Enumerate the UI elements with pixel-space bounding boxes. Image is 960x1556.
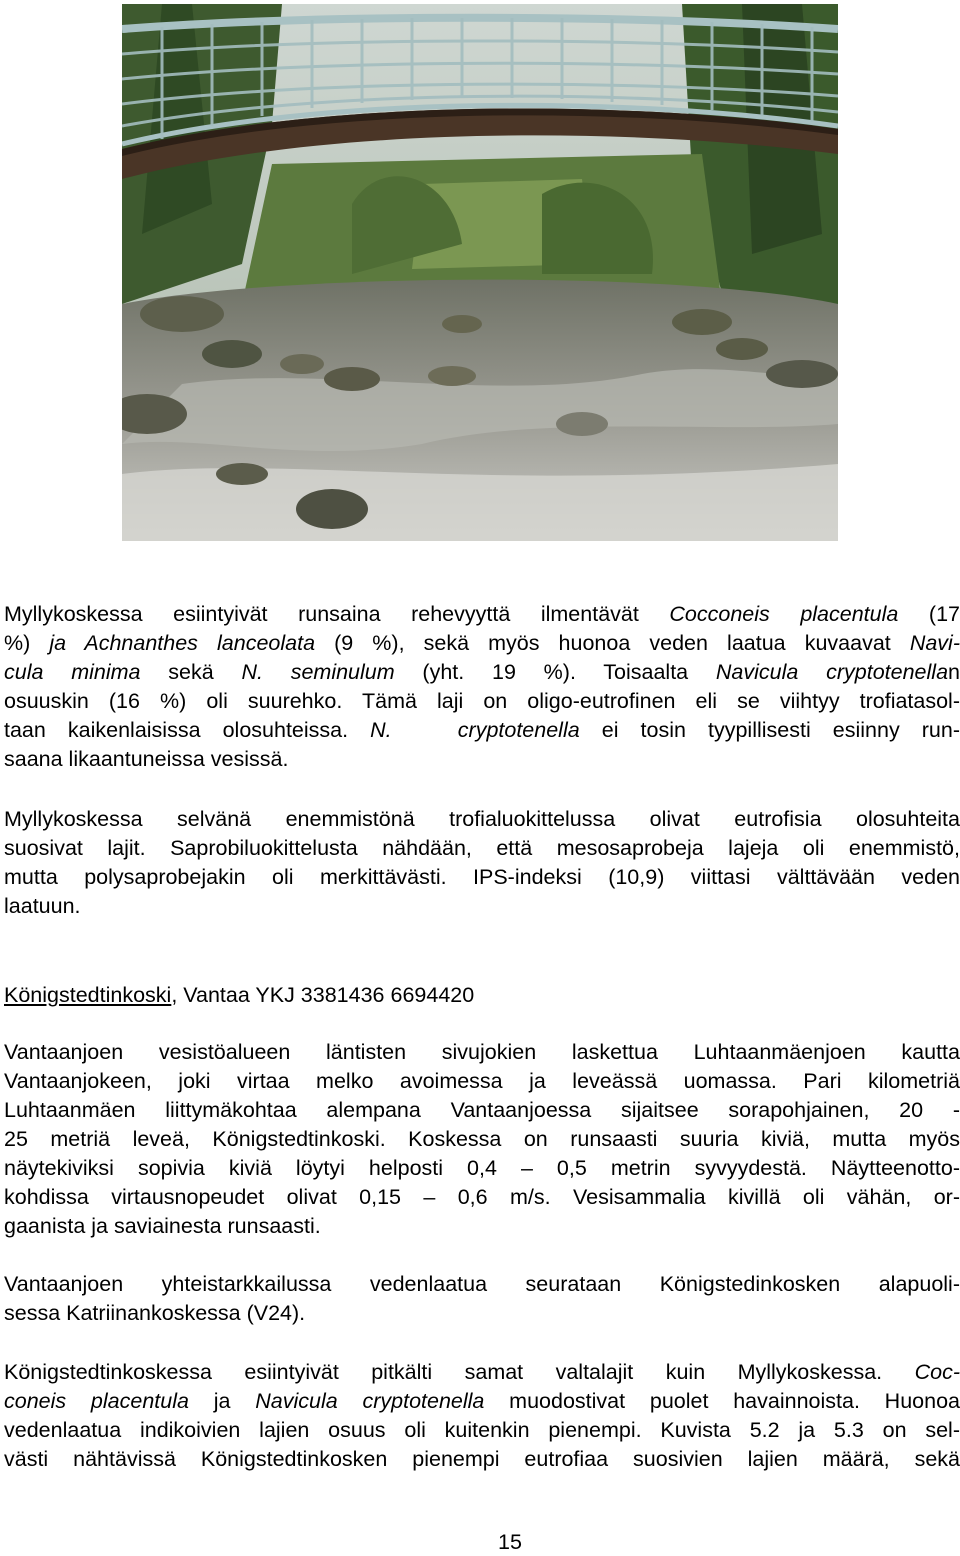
text-span: Vantaanjoen yhteistarkkailussa vedenlaatua seurataan Königstedinkosken alapuoli-: [4, 1272, 960, 1296]
text-line: [4, 1445, 960, 1474]
text-span: Luhtaanmäen liittymäkohtaa alempana Vantaanjoessa sijaitsee sorapohjainen, 20 -: [4, 1098, 960, 1122]
text-line: [4, 1154, 960, 1183]
text-line: [4, 892, 960, 921]
text-line: [4, 863, 960, 892]
text-span: Myllykoskessa esiintyivät runsaina rehevyyttä ilmentävät: [4, 602, 670, 626]
text-line: [4, 1299, 960, 1328]
text-span: taan kaikenlaisissa olosuhteissa.: [4, 718, 371, 742]
text-span: sekä: [140, 660, 242, 684]
text-span: Navicula cryptotenella: [715, 660, 949, 684]
text-span: Coc-: [914, 1360, 960, 1384]
text-line: [4, 1358, 960, 1387]
river-bridge-photo: [122, 4, 838, 541]
text-line: [4, 1183, 960, 1212]
text-line: [4, 629, 960, 658]
text-span: mutta polysaprobejakin oli merkittävästi. IPS-indeksi (10,9) viittasi välttävään veden: [4, 865, 960, 889]
text-line: [4, 716, 960, 745]
text-line: [4, 687, 960, 716]
text-line: [4, 745, 960, 774]
text-span: (17: [898, 602, 960, 626]
text-line: [4, 1096, 960, 1125]
page-number: 15: [498, 1530, 522, 1554]
text-span: gaanista ja saviainesta runsaasti.: [4, 1214, 321, 1238]
text-span: näytekiviksi sopivia kiviä löytyi helposti 0,4 – 0,5 metrin syvyydestä. Näytteenotto-: [4, 1156, 960, 1180]
text-span: ja: [188, 1389, 256, 1413]
text-span: Königstedtinkoskessa esiintyivät pitkälti samat valtalajit kuin Myllykoskessa.: [4, 1360, 915, 1384]
text-line: [4, 1416, 960, 1445]
text-line: [4, 1067, 960, 1096]
text-line: [4, 1212, 960, 1241]
text-span: %): [4, 631, 50, 655]
text-line: [4, 658, 960, 687]
text-span: cula minima: [4, 660, 141, 684]
text-span: Vantaanjoen vesistöalueen läntisten sivujokien laskettua Luhtaanmäenjoen kautta: [4, 1040, 960, 1064]
text-span: västi nähtävissä Königstedtinkosken pienempi eutrofiaa suosivien lajien määrä, sekä: [4, 1447, 960, 1471]
text-line: [4, 1125, 960, 1154]
text-line: [4, 1038, 960, 1067]
text-span: sessa Katriinankoskessa (V24).: [4, 1301, 306, 1325]
text-span: muodostivat puolet havainnoista. Huonoa: [484, 1389, 960, 1413]
text-line: [4, 981, 960, 1010]
text-span: vedenlaatua indikoivien lajien osuus oli kuitenkin pienempi. Kuvista 5.2 ja 5.3 on sel-: [4, 1418, 960, 1442]
text-span: Navicula cryptotenella: [255, 1389, 485, 1413]
text-span: osuuskin (16 %) oli suurehko. Tämä laji on oligo-eutrofinen eli se viihtyy trofiatasol-: [4, 689, 960, 713]
text-span: Königstedtinkoski: [4, 983, 172, 1007]
text-span: , Vantaa YKJ 3381436 6694420: [171, 983, 475, 1007]
text-span: laatuun.: [4, 894, 81, 918]
text-line: [4, 1387, 960, 1416]
text-span: Navi-: [909, 631, 960, 655]
text-span: (9 %), sekä myös huonoa veden laatua kuvaavat: [315, 631, 910, 655]
text-line: [4, 834, 960, 863]
text-line: [4, 1270, 960, 1299]
text-line: [4, 805, 960, 834]
text-span: Myllykoskessa selvänä enemmistönä trofialuokittelussa olivat eutrofisia olosuhteita: [4, 807, 960, 831]
text-span: N. cryptotenella: [370, 718, 580, 742]
text-span: kohdissa virtausnopeudet olivat 0,15 – 0,6 m/s. Vesisammalia kivillä oli vähän, or-: [4, 1185, 960, 1209]
text-span: coneis placentula: [4, 1389, 189, 1413]
text-span: ei tosin tyypillisesti esiinny run-: [579, 718, 960, 742]
text-line: [4, 600, 960, 629]
text-span: 25 metriä leveä, Königstedtinkoski. Koskessa on runsaasti suuria kiviä, mutta myös: [4, 1127, 960, 1151]
text-span: Vantaanjokeen, joki virtaa melko avoimessa ja leveässä uomassa. Pari kilometriä: [4, 1069, 960, 1093]
text-span: Cocconeis placentula: [669, 602, 899, 626]
text-span: n: [948, 660, 960, 684]
text-span: ja Achnanthes lanceolata: [49, 631, 316, 655]
text-span: (yht. 19 %). Toisaalta: [394, 660, 716, 684]
text-span: saana likaantuneissa vesissä.: [4, 747, 289, 771]
text-span: suosivat lajit. Saprobiluokittelusta nähdään, että mesosaprobeja lajeja oli enemmistö,: [4, 836, 960, 860]
text-span: N. seminulum: [241, 660, 395, 684]
